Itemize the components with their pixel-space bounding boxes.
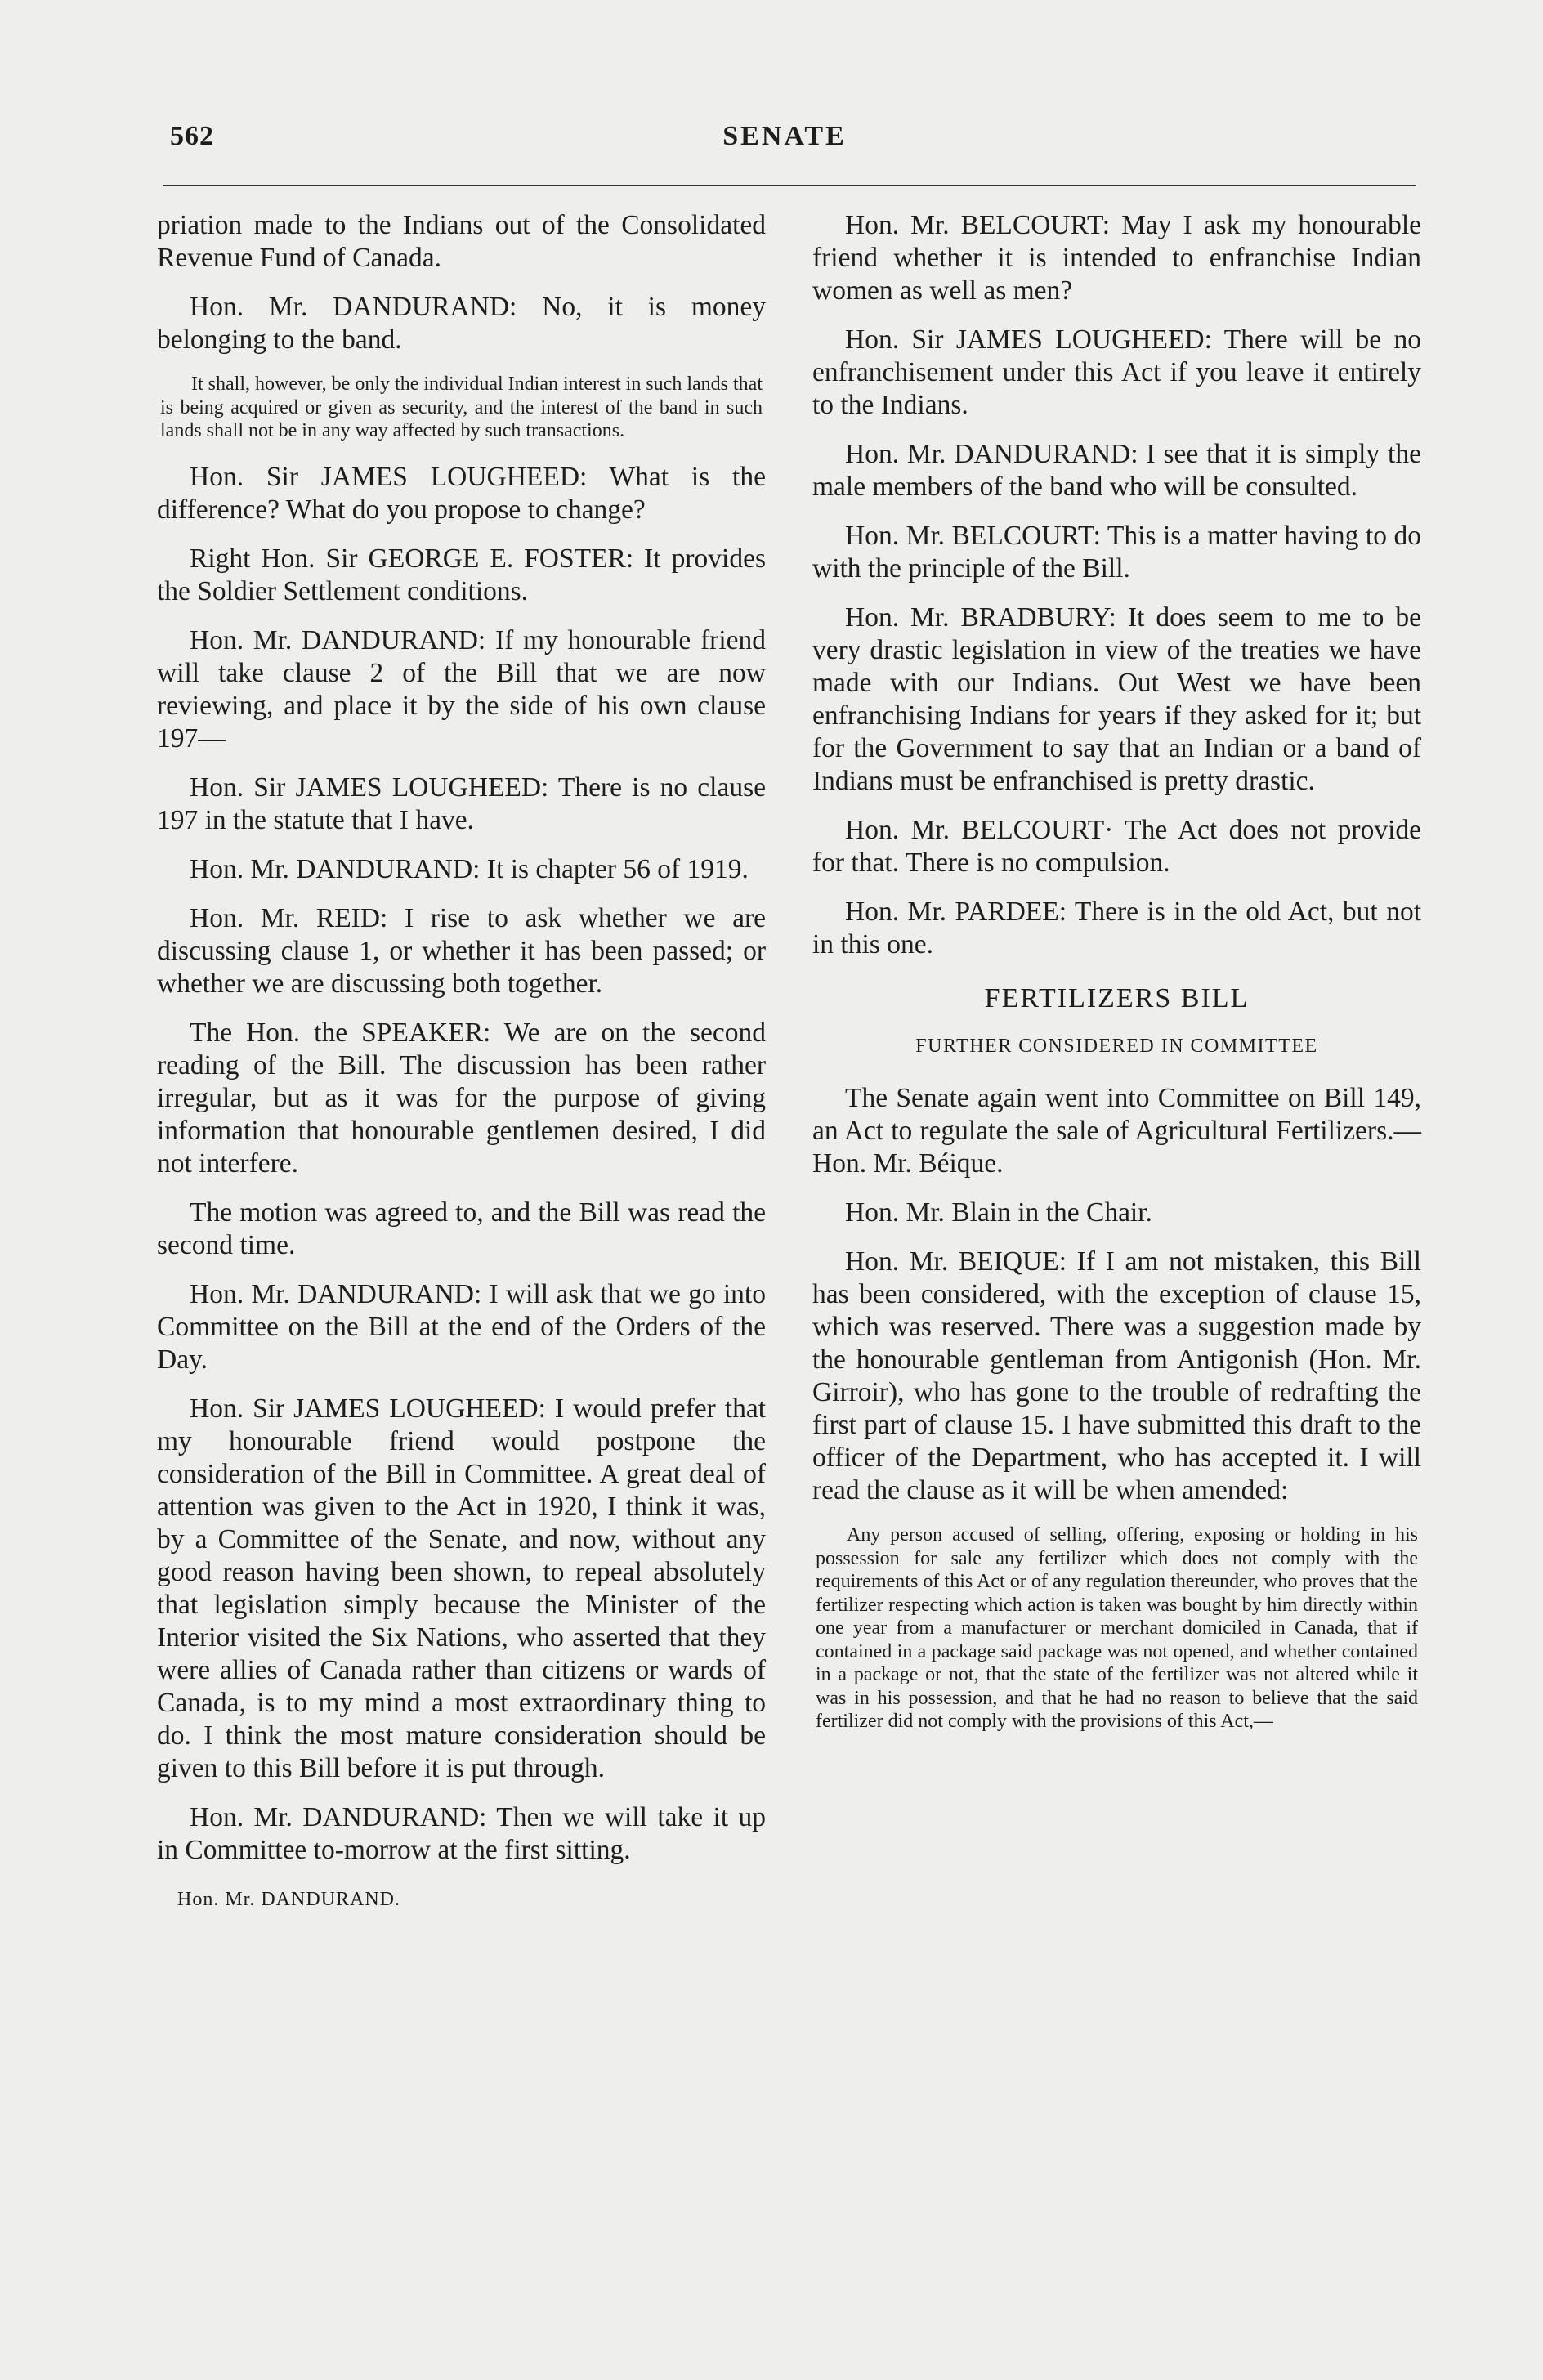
running-title: SENATE [722,121,847,151]
speech-paragraph: The Hon. the SPEAKER: We are on the second reading of the Bill. The discussion has been rather irregular, but as it was for the purpose of giving information that honourable gentlemen desired, I did not interfere. [157,1017,766,1179]
quoted-text: Any person accused of selling, offering, exposing or holding in his possession for sale any fertilizer which does not comply with the requirements of this Act or of any regulation thereunder, who proves that the fertilizer respecting which action is taken was bought by him directly within one year from a manufacturer or merchant domiciled in Canada, that if contained in a package said package was not opened, and whether contained in a package or not, that the state of the fertilizer was not altered while it was in his possession, and that he had no reason to believe that the said fertilizer did not comply with the provisions of this Act,— [816,1524,1418,1732]
speech-paragraph: Hon. Sir JAMES LOUGHEED: There will be no enfranchisement under this Act if you leave it entirely to the Indians. [812,324,1421,420]
speech-paragraph: Hon. Sir JAMES LOUGHEED: I would prefer that my honourable friend would postpone the consideration of the Bill in Committee. A great deal of attention was given to the Act in 1920, I think it was, by a Committee of the Senate, and now, without any good reason having been shown, to repeal absolutely that legislation simply because the Minister of the Interior visited the Six Nations, who asserted that they were allies of Canada rather than citizens or wards of Canada, is to my mind a most extraordinary thing to do. I think the most mature consideration should be given to this Bill before it is put through. [157,1393,766,1783]
speech-paragraph: Hon. Mr. Blain in the Chair. [845,1197,1152,1228]
section-heading: FERTILIZERS BILL [984,983,1250,1013]
header-rule [163,185,1416,186]
section-subheading: FURTHER CONSIDERED IN COMMITTEE [915,1036,1318,1057]
speech-paragraph: Right Hon. Sir GEORGE E. FOSTER: It provides the Soldier Settlement conditions. [157,543,766,606]
page-number: 562 [170,121,214,151]
speech-paragraph: Hon. Mr. BRADBURY: It does seem to me to be very drastic legislation in view of the treaties we have made with our Indians. Out West we have been enfranchising Indians for years if they asked for it; but for the Government to say that an Indian or a band of Indians must be enfranchised is pretty drastic. [812,602,1421,796]
quoted-text: It shall, however, be only the individual Indian interest in such lands that is being acquired or given as security, and the interest of the band in such lands shall not be in any way affected by such transactions. [160,374,763,441]
speech-paragraph: Hon. Mr. BEIQUE: If I am not mistaken, this Bill has been considered, with the exception of clause 15, which was reserved. There was a suggestion made by the honourable gentleman from Antigonish (Hon. Mr. Girroir), who has gone to the trouble of redrafting the first part of clause 15. I have submitted this draft to the officer of the Department, who has accepted it. I will read the clause as it will be when amended: [812,1246,1421,1505]
continued-paragraph: priation made to the Indians out of the Consolidated Revenue Fund of Canada. [157,210,766,273]
speech-paragraph: The Senate again went into Committee on Bill 149, an Act to regulate the sale of Agricultural Fertilizers.—Hon. Mr. Béique. [812,1083,1421,1179]
catchword: Hon. Mr. DANDURAND. [177,1888,401,1910]
speech-paragraph: Hon. Mr. BELCOURT: This is a matter having to do with the principle of the Bill. [812,521,1421,584]
speech-paragraph: Hon. Mr. DANDURAND: I see that it is simply the male members of the band who will be consulted. [812,439,1421,502]
speech-paragraph: Hon. Sir JAMES LOUGHEED: There is no clause 197 in the statute that I have. [157,772,766,835]
speech-paragraph: Hon. Mr. DANDURAND: If my honourable friend will take clause 2 of the Bill that we are now reviewing, and place it by the side of his own clause 197— [157,624,766,754]
speech-paragraph: Hon. Mr. DANDURAND: No, it is money belonging to the band. [157,292,766,355]
page-header [163,121,1406,170]
speech-paragraph: Hon. Sir JAMES LOUGHEED: What is the difference? What do you propose to change? [157,461,766,525]
speech-paragraph: Hon. Mr. DANDURAND: I will ask that we go into Committee on the Bill at the end of the Orders of the Day. [157,1278,766,1375]
speech-paragraph: Hon. Mr. PARDEE: There is in the old Act, but not in this one. [812,897,1421,960]
speech-paragraph: Hon. Mr. BELCOURT: May I ask my honourable friend whether it is intended to enfranchise Indian women as well as men? [812,210,1421,306]
speech-paragraph: The motion was agreed to, and the Bill was read the second time. [157,1197,766,1260]
speech-paragraph: Hon. Mr. DANDURAND: It is chapter 56 of 1919. [190,853,749,884]
speech-paragraph: Hon. Mr. BELCOURT· The Act does not provide for that. There is no compulsion. [812,815,1421,878]
speech-paragraph: Hon. Mr. DANDURAND: Then we will take it up in Committee to-morrow at the first sitting. [157,1801,766,1865]
left-column [157,209,766,1916]
right-column [812,209,1421,1751]
speech-paragraph: Hon. Mr. REID: I rise to ask whether we are discussing clause 1, or whether it has been passed; or whether we are discussing both together. [157,902,766,999]
